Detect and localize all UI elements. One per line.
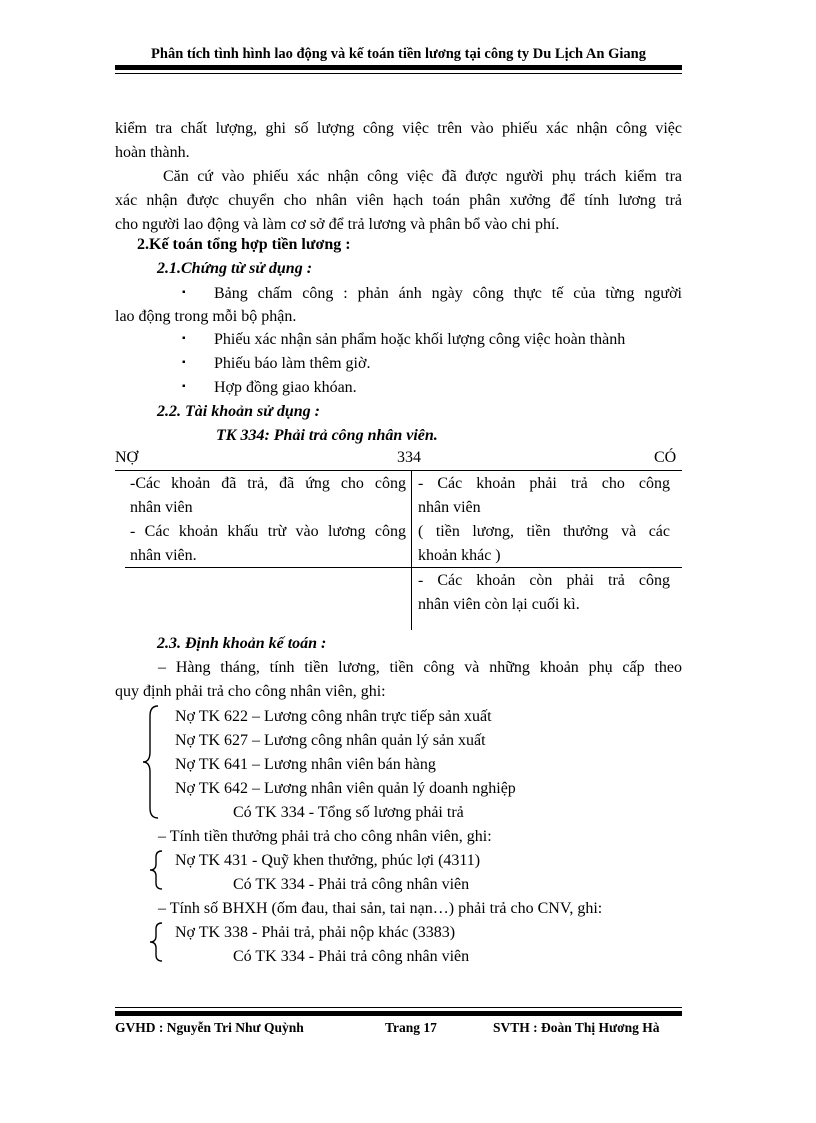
t-account-debit-item: nhân viên [130, 499, 193, 516]
journal-entry-credit-line: Có TK 334 - Phải trả công nhân viên [233, 876, 470, 893]
footer-advisor: GVHD : Nguyễn Tri Như Quỳnh [115, 1020, 304, 1035]
paragraph-line: Căn cứ vào phiếu xác nhận công việc đã được người phụ trách kiểm tra [163, 168, 682, 185]
journal-entry-line: Nợ TK 641 – Lương nhân viên bán hàng [175, 756, 436, 773]
paragraph-line: cho người lao động và làm cơ sở để trả lương và phân bổ vào chi phí. [115, 216, 560, 233]
journal-entry-line: Nợ TK 338 - Phải trả, phải nộp khác (3383) [175, 924, 456, 941]
journal-entry-line: Nợ TK 431 - Quỹ khen thưởng, phúc lợi (4311) [175, 852, 481, 869]
account-title: TK 334: Phải trả công nhân viên. [216, 427, 438, 444]
t-account-number: 334 [397, 449, 421, 466]
paragraph-line: kiểm tra chất lượng, ghi số lượng công việc trên vào phiếu xác nhận công việc [115, 120, 682, 137]
bullet-icon: ▪ [182, 381, 186, 392]
page-header-title: Phân tích tình hình lao động và kế toán tiền lương tại công ty Du Lịch An Giang [151, 46, 646, 62]
t-account-vertical-rule [411, 470, 412, 630]
journal-entry-credit-line: Có TK 334 - Tổng số lương phải trả [233, 804, 464, 821]
header-rule-thin [115, 73, 682, 74]
bullet-text: Hợp đồng giao khóan. [214, 379, 357, 396]
subsection-heading: 2.1.Chứng từ sử dụng : [157, 260, 313, 277]
paragraph-line: xác nhận được chuyển cho nhân viên hạch toán phân xưởng để tính lương trả [115, 192, 682, 209]
t-account-debit-item: nhân viên. [130, 547, 197, 564]
section-heading: 2.Kế toán tổng hợp tiền lương : [137, 236, 351, 253]
bullet-text: Phiếu báo làm thêm giờ. [214, 355, 371, 372]
bullet-text: Phiếu xác nhận sản phẩm hoặc khối lượng công việc hoàn thành [214, 331, 626, 348]
bullet-icon: ▪ [182, 357, 186, 368]
journal-entry-line: Nợ TK 642 – Lương nhân viên quản lý doanh nghiệp [175, 780, 516, 797]
t-account-debit-item: - Các khoản khấu trừ vào lương công [130, 523, 406, 540]
t-account-balance-rule [125, 567, 682, 568]
footer-page-number: Trang 17 [385, 1020, 437, 1035]
entry-brace-icon [146, 848, 166, 892]
subsection-heading: 2.3. Định khoản kế toán : [157, 635, 327, 652]
t-account-credit-item: nhân viên [418, 499, 481, 516]
entry-intro: – Tính tiền thưởng phải trả cho công nhân viên, ghi: [158, 828, 492, 845]
footer-rule-thin [115, 1007, 682, 1008]
entry-brace-icon [146, 920, 166, 964]
header-rule-thick [115, 65, 682, 70]
t-account-debit-label: NỢ [115, 449, 139, 466]
bullet-text: Bảng chấm công : phản ánh ngày công thực tế của từng người [214, 285, 682, 302]
journal-entry-line: Nợ TK 627 – Lương công nhân quản lý sản xuất [175, 732, 486, 749]
entry-intro: – Tính số BHXH (ốm đau, thai sản, tai nạn…) phải trả cho CNV, ghi: [158, 900, 603, 917]
subsection-heading: 2.2. Tài khoản sử dụng : [157, 403, 320, 420]
paragraph-line: hoàn thành. [115, 144, 190, 161]
t-account-credit-item: khoản khác ) [418, 547, 501, 564]
t-account-credit-item: ( tiền lương, tiền thưởng và các [418, 523, 670, 540]
t-account-debit-item: -Các khoản đã trả, đã ứng cho công [130, 475, 406, 492]
t-account-top-rule [115, 470, 682, 471]
footer-student: SVTH : Đoàn Thị Hương Hà [493, 1020, 660, 1035]
footer-rule-thick [115, 1011, 682, 1016]
journal-entry-line: Nợ TK 622 – Lương công nhân trực tiếp sản xuất [175, 708, 492, 725]
bullet-text: lao động trong mỗi bộ phận. [115, 308, 297, 325]
t-account-credit-label: CÓ [654, 449, 677, 466]
entry-brace-icon [140, 702, 164, 822]
bullet-icon: ▪ [182, 333, 186, 344]
entry-intro: quy định phải trả cho công nhân viên, ghi: [115, 683, 386, 700]
t-account-credit-item: nhân viên còn lại cuối kì. [418, 596, 580, 613]
journal-entry-credit-line: Có TK 334 - Phải trả công nhân viên [233, 948, 470, 965]
t-account-credit-item: - Các khoản còn phải trả công [418, 572, 670, 589]
bullet-icon: ▪ [182, 287, 186, 298]
entry-intro: – Hàng tháng, tính tiền lương, tiền công và những khoản phụ cấp theo [158, 659, 682, 676]
t-account-credit-item: - Các khoản phải trả cho công [418, 475, 670, 492]
